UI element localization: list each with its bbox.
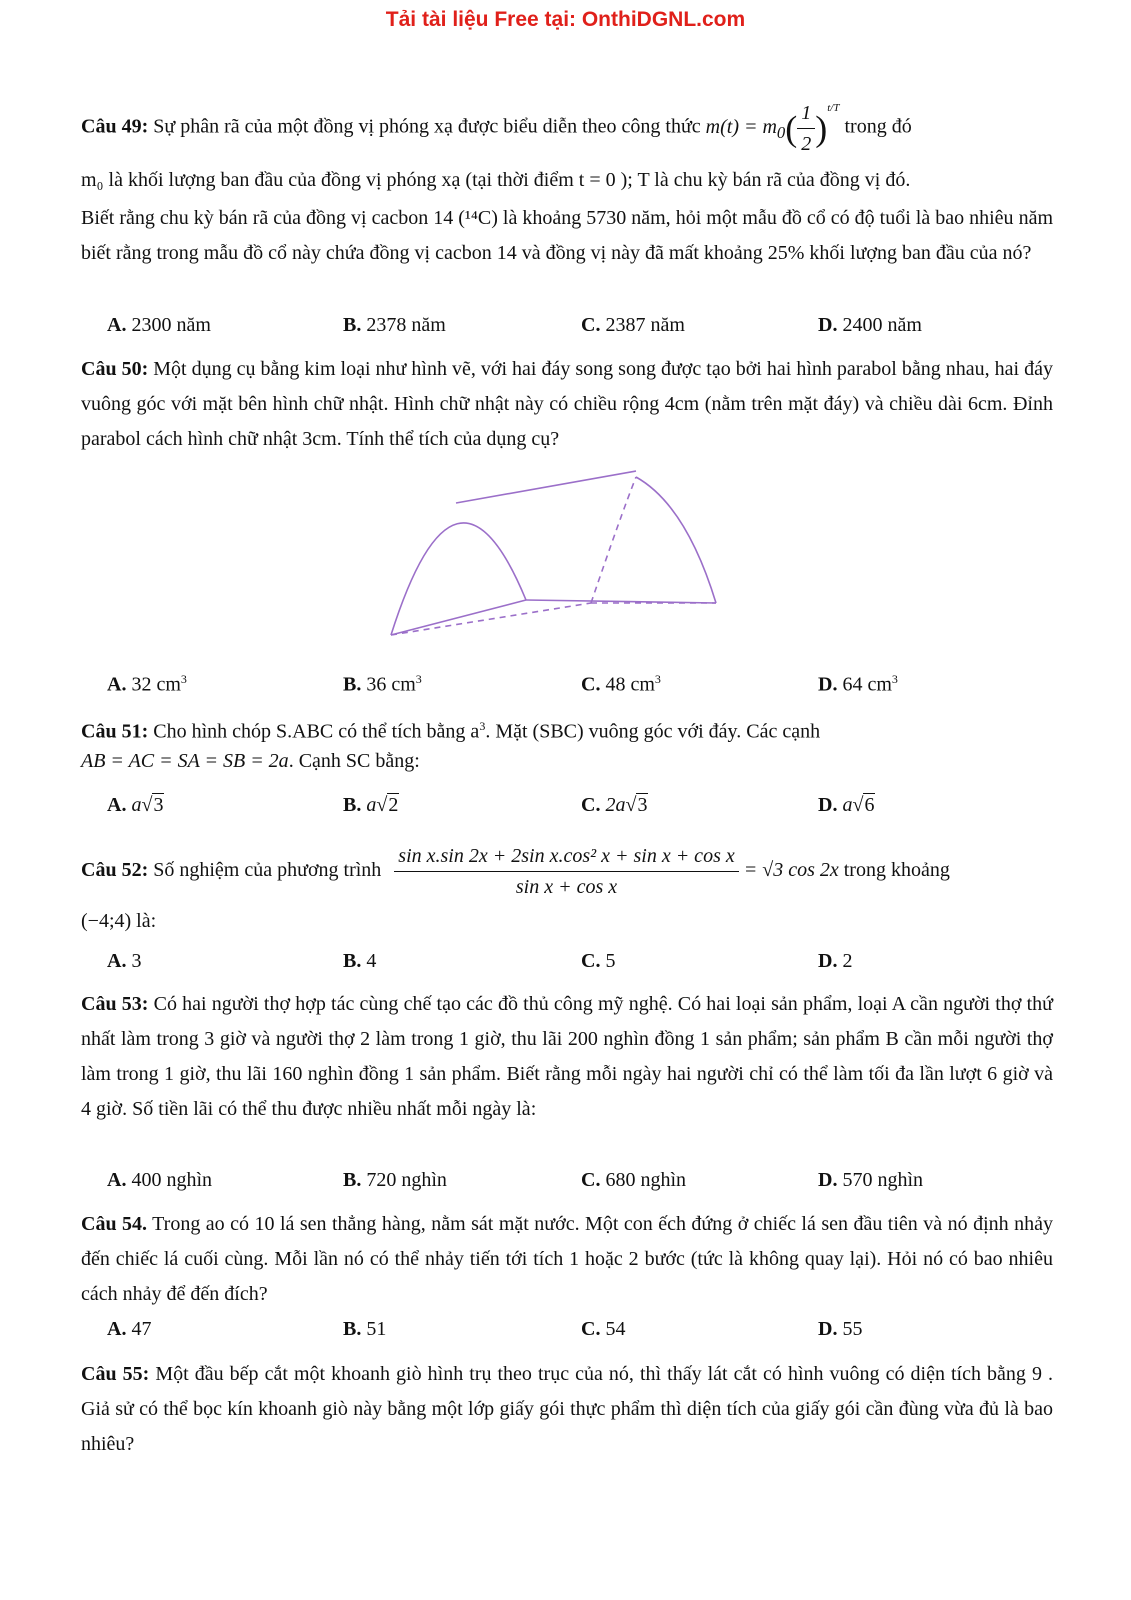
q51-option-a[interactable]: A. a√3: [107, 794, 164, 816]
q49-option-d[interactable]: D. 2400 năm: [818, 314, 922, 336]
q49-option-a[interactable]: A. 2300 năm: [107, 314, 211, 336]
q51-option-b[interactable]: B. a√2: [343, 794, 399, 816]
q49-options: [107, 314, 1053, 344]
q52-option-d[interactable]: D. 2: [818, 950, 853, 972]
q53-option-d[interactable]: D. 570 nghìn: [818, 1169, 924, 1191]
q52-options: [107, 950, 1053, 980]
hidden-bottom-edge: [391, 603, 591, 635]
q52-line1: Câu 52: Số nghiệm của phương trình $\frac{\text{sin x.sin 2x + 2sin x.cos² x + sin x + cos x}}{\text{sin x + cos x}}$ = √3 cos 2x trong khoảng: [81, 840, 1053, 902]
q54-option-d[interactable]: D. 55: [818, 1318, 863, 1340]
q54-option-c[interactable]: C. 54: [581, 1318, 626, 1340]
q49-option-b[interactable]: B. 2378 năm: [343, 314, 446, 336]
q54-options: [107, 1318, 1053, 1348]
q54-option-b[interactable]: B. 51: [343, 1318, 387, 1340]
q51-label: Câu 51:: [81, 720, 149, 743]
q52-option-a[interactable]: A. 3: [107, 950, 142, 972]
q55-body: Câu 55: Một đầu bếp cắt một khoanh giò hình trụ theo trục của nó, thì thấy lát cắt có hình vuông có diện tích bằng 9 . Giả sử có thể bọc kín khoanh giò này bằng một lớp giấy gói thực phẩm thì diện tích của giấy gói cần đùng vừa đủ là bao nhiêu?: [81, 1363, 1054, 1455]
q52-label: Câu 52:: [81, 859, 149, 881]
q49-label: Câu 49:: [81, 115, 149, 138]
q54-label: Câu 54.: [81, 1213, 148, 1235]
q54-option-a[interactable]: A. 47: [107, 1318, 152, 1340]
q49-formula: $m(t) = m_0$( $\frac{1}{2}$ )$^{t/T}$: [706, 116, 845, 138]
q54-body: Câu 54. Trong ao có 10 lá sen thẳng hàng, nằm sát mặt nước. Một con ếch đứng ở chiếc lá sen đầu tiên và nó định nhảy đến chiếc lá cuối cùng. Mỗi lần nó có thể nhảy tiến tới tích 1 hoặc 2 bước (tức là không quay lại). Hỏi nó có bao nhiêu cách nhảy để đến đích?: [81, 1213, 1053, 1305]
front-bottom-edge: [391, 600, 526, 635]
q50-text: Một dụng cụ bằng kim loại như hình vẽ, với hai đáy song song được tạo bởi hai hình parabol bằng nhau, hai đáy vuông góc với mặt bên hình chữ nhật. Hình chữ nhật này có chiều rộng 4cm (nằm trên mặt đáy) và chiều dài 6cm. Đỉnh parabol cách hình chữ nhật 3cm. Tính thể tích của dụng cụ?: [81, 358, 1053, 450]
q49-text-b: trong đó: [844, 115, 912, 138]
site-banner[interactable]: Tải tài liệu Free tại: OnthiDGNL.com: [385, 8, 746, 31]
q49-line1: [81, 92, 1053, 163]
q53-option-c[interactable]: C. 680 nghìn: [581, 1169, 687, 1191]
q51-options: [107, 794, 1053, 824]
q53-body: Câu 53: Có hai người thợ hợp tác cùng chế tạo các đồ thủ công mỹ nghệ. Có hai loại sản phẩm, loại A cần người thợ thứ nhất làm trong 3 giờ và người thợ 2 làm trong 1 giờ, thu lãi 200 nghìn đồng 1 sản phẩm; sản phẩm B cần mỗi người thợ làm trong 1 giờ, thu lãi 160 nghìn đồng 1 sản phẩm. Biết rằng mỗi ngày hai người chỉ có thể làm tối đa lần lượt 6 giờ và 4 giờ. Số tiền lãi có thể thu được nhiều nhất mỗi ngày là:: [81, 993, 1054, 1120]
q49-line3: Biết rằng chu kỳ bán rã của đồng vị cacbon 14 (¹⁴C) là khoảng 5730 năm, hỏi một mẫu đồ cổ có độ tuổi là bao nhiêu năm biết rằng trong mẫu đồ cổ này chứa đồng vị cacbon 14 và đồng vị này đã mất khoảng 25% khối lượng ban đầu của nó?: [81, 207, 1053, 264]
q50-option-c[interactable]: C. 48 $cm^3$: [581, 672, 661, 696]
q52-option-c[interactable]: C. 5: [581, 950, 616, 972]
q52-fraction: $\frac{\text{sin x.sin 2x + 2sin x.cos² x + sin x + cos x}}{\text{sin x + cos x}}$: [394, 841, 738, 902]
q52-option-b[interactable]: B. 4: [343, 950, 377, 972]
q50-option-d[interactable]: D. 64 $cm^3$: [818, 672, 898, 696]
q53-option-a[interactable]: A. 400 nghìn: [107, 1169, 213, 1191]
q51-option-c[interactable]: C. 2a√3: [581, 794, 648, 816]
q52-line2: (−4;4) là:: [81, 910, 157, 932]
q53-options: [107, 1169, 1053, 1199]
q51-option-d[interactable]: D. a√6: [818, 794, 875, 816]
q51-line1: Câu 51: Cho hình chóp S.ABC có thể tích bằng $a^3$. Mặt (SBC) vuông góc với đáy. Các cạnh: [81, 719, 821, 743]
q49-text-a: Sự phân rã của một đồng vị phóng xạ được biểu diễn theo công thức: [153, 115, 701, 138]
q50-options: [107, 672, 1053, 702]
back-parabola-dashed: [591, 477, 636, 603]
q50-figure: [381, 465, 731, 650]
q50-option-a[interactable]: A. 32 $cm^3$: [107, 672, 187, 696]
top-edge: [456, 471, 636, 503]
q55-label: Câu 55:: [81, 1363, 150, 1385]
q50-option-b[interactable]: B. 36 $cm^3$: [343, 672, 422, 696]
bottom-right-edge: [526, 600, 716, 603]
back-parabola-solid: [636, 477, 716, 603]
q49-option-c[interactable]: C. 2387 năm: [581, 314, 685, 336]
q53-label: Câu 53:: [81, 993, 149, 1015]
q50-body: [81, 352, 1053, 457]
q53-option-b[interactable]: B. 720 nghìn: [343, 1169, 447, 1191]
q50-label: Câu 50:: [81, 358, 149, 380]
q49-line2: m₀ là khối lượng ban đầu của đồng vị phóng xạ (tại thời điểm t = 0 ); T là chu kỳ bán rã của đồng vị đó.: [81, 169, 911, 191]
q51-line2: AB = AC = SA = SB = 2a. Cạnh SC bằng:: [81, 750, 420, 772]
